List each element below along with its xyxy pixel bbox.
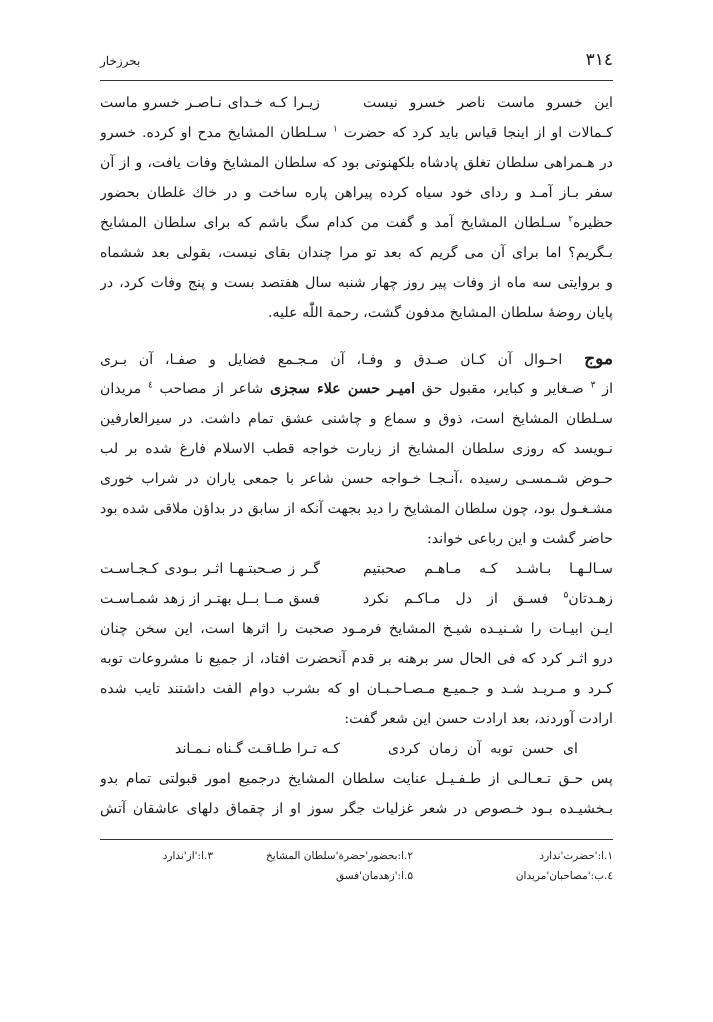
- verse-hemistich-2: کـه تـرا طـاقـت گـناه نـمـاند: [175, 741, 340, 757]
- rubai-line-2: [100, 584, 613, 614]
- text-line: بـخشیـده بـود خـصوص در شعر غزلیات جگر سوز او از چقماق دلهای عاشقان آتش: [100, 801, 613, 817]
- paragraph-gap: [100, 328, 613, 344]
- footnotes: [100, 846, 613, 886]
- text-line: پس حـق تـعـالـی از طـفـیـل عنایت سلطان المشایخ درجمیع امور قبولتی تمام بدو: [100, 771, 613, 787]
- footnote-3: ۳.ا:'از'ندارد: [162, 850, 213, 862]
- main-text: [100, 88, 613, 824]
- verse-hemistich-2: فسق مــا بــل بهتـر از زهد شمـاسـت: [100, 591, 320, 607]
- rubai-line-1: [100, 554, 613, 584]
- section-head-word: موج: [584, 349, 613, 369]
- text-line: مشـغـول بود، چون سلطان المشایخ را دید بجهت آنکه از سابق در بداؤن ملاقی شده بود: [100, 501, 613, 517]
- footnote-ref-1: ۱: [333, 124, 338, 135]
- text-line: درو اثـر کرد که فی الحال سر برهنه بر قدم آنحضرت افتاد، از جمیع نا مشروعات توبه: [100, 651, 613, 667]
- text-line: کـمالات او از اینجا قیاس باید کرد که حضرت $^۱$ سـلطان المشایخ مدح او کرده. خسرو: [100, 124, 613, 141]
- text-line: حظیره$^۲$ سـلطان المشایخ آمد و گفت من کدام سگ باشم که برای سلطان المشایخ: [100, 214, 613, 231]
- text-line: بـگریم؟ اما برای آن می گریم که بعد تو مرا چندان بقای نیست، بقولی بعد ششماه: [100, 245, 613, 261]
- footnote-rule: [100, 839, 613, 840]
- text-line: از $^۳$ صـغایر و کبایر، مقبول حق امیـر حسن علاء سجزی شاعر از مصاحب $^٤$ مریدان: [100, 380, 613, 397]
- verse-hemistich-2: گـر ز صـحبتـهـا اثـر بـودی کـجـاسـت: [100, 561, 320, 577]
- footnote-row: [100, 846, 613, 866]
- verse-tawba: [100, 734, 613, 764]
- running-title: بحرزخار: [100, 54, 141, 68]
- text-line: حـوض شـمسـی رسیده ،آنـجـا خـواجه حسن شاعر با جمعی یاران در شراب خوری: [100, 471, 613, 487]
- footnote-ref-2: ۲: [568, 214, 574, 225]
- footnote-ref-3: ۳: [590, 380, 596, 391]
- text-line: نـویسد که روزی سلطان المشایخ از زیارت خواجه قطب الاسلام فارغ شده بر لب: [100, 441, 613, 457]
- verse-hemistich-1: سـالـهـا بـاشـد کـه مـاهـم صحبتیم: [363, 561, 613, 577]
- text-line: موج احـوال آن کـان صـدق و وفـا، آن مـجـمع فضایل و صفـا، آن بـری: [100, 349, 613, 369]
- footnote-row: [100, 866, 613, 886]
- text-line: ایـن ابیـات را شـنیـده شیـخ المشایخ فرمـود صحبت را اثرها است، این سخن چنان: [100, 621, 613, 637]
- text-line: کـرد و مـریـد شـد و جـمیـع مـصـاحـبـان او که بشرب دوام الفت داشتند تایب شده: [100, 681, 613, 697]
- verse-hemistich-1: ای حسن توبه آن زمان کردی: [388, 741, 578, 757]
- text-line: و بروایتی سه ماه از وفات پیر روز چهار شنبه سال هفتصد بست و پنج وفات کرد، در: [100, 275, 613, 291]
- text-line: حاضر گشت و این رباعی خواند:: [426, 531, 613, 547]
- verse-hemistich-1: زهـدتان$^۵$ فسـق از دل مـاکـم نکرد: [363, 590, 613, 607]
- footnote-5: ۵.ا:'زهدمان'فسق: [335, 870, 413, 882]
- text-line: در هـمراهی سلطان تغلق پادشاه بلکهنوتی بود که سلطان المشایخ وفات یافت، و از آن: [100, 155, 613, 171]
- text-line: ارادت آوردند، بعد ارادت حسن این شعر گفت:: [344, 711, 613, 727]
- verse-hemistich-1: این خسرو ماست ناصر خسرو نیست: [363, 95, 613, 111]
- footnote-4: ٤.ب:'مصاحبان'مریدان: [515, 870, 613, 882]
- text-line: سفر بـاز آمـد و ردای خود سیاه کرده پیراهن پاره ساخت و در خاك غلطان بحضور: [100, 185, 613, 201]
- person-name: امیـر حسن علاء سجزی: [270, 381, 416, 397]
- text-line: سـلطان المشایخ است، ذوق و سماع و چاشنی عشق تمام داشت. در سیرالعارفین: [100, 411, 613, 427]
- text-line: پایان روضهٔ سلطان المشایخ مدفون گشت، رحمة اللّٰه علیه.: [268, 305, 613, 321]
- footnote-2: ۲.ا:بحضور'حضرة'سلطان المشایخ: [266, 850, 413, 862]
- footnote-1: ۱.ا:'حضرت'ندارد: [539, 850, 613, 862]
- page-number: ۳۱٤: [585, 50, 613, 70]
- verse-hemistich-2: زیـرا کـه خـدای نـاصـر خسرو ماست: [100, 95, 320, 111]
- header-rule: [100, 80, 613, 81]
- page-header: [100, 50, 613, 76]
- verse-khusrau: [100, 88, 613, 118]
- footnote-ref-5: ۵: [563, 590, 569, 601]
- footnote-ref-4: ٤: [147, 380, 153, 391]
